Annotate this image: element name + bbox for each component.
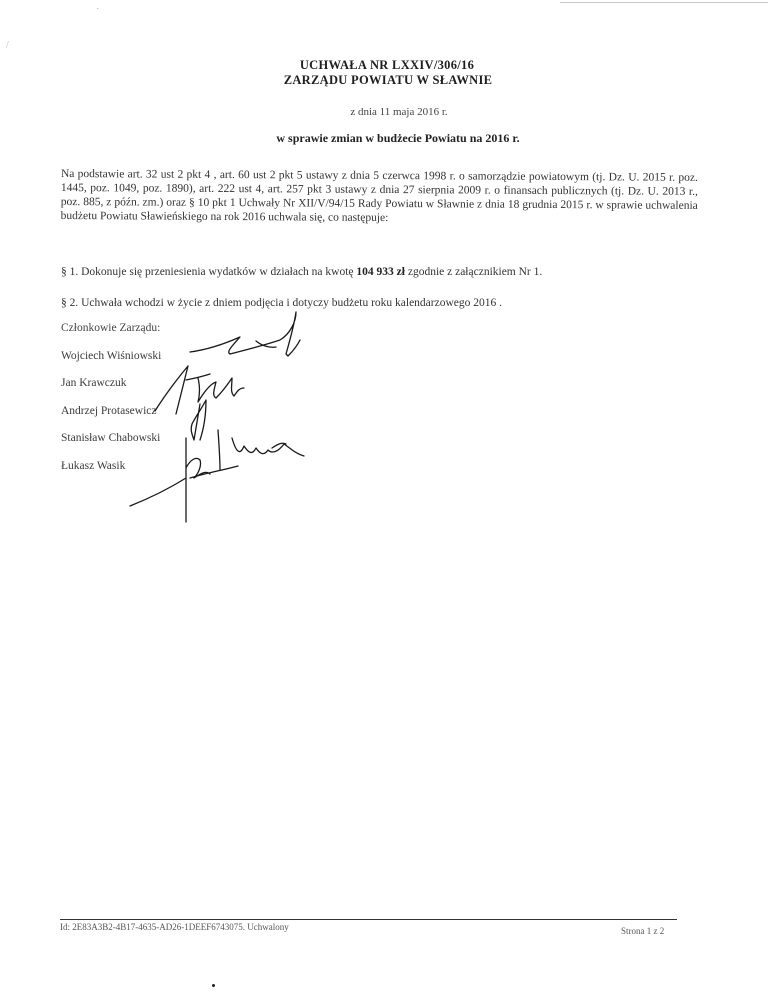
signature-krawczuk	[155, 366, 244, 414]
board-member-name: Stanisław Chabowski	[61, 432, 161, 444]
signature-protasewicz	[191, 400, 206, 440]
section-1	[61, 266, 542, 278]
scan-speck	[212, 984, 215, 987]
board-member-name: Jan Krawczuk	[61, 377, 127, 389]
document-subject: w sprawie zmian w budżecie Powiatu na 2016 r.	[276, 131, 520, 145]
section-2-text: Uchwała wchodzi w życie z dniem podjęcia i dotyczy budżetu roku kalendarzowego 2016 .	[81, 297, 502, 309]
section-1-text-end: zgodnie z załącznikiem Nr 1.	[407, 266, 543, 278]
board-member-name: Andrzej Protasewicz	[61, 405, 157, 417]
signature-chabowski	[218, 430, 304, 470]
page-number: Strona 1 z 2	[621, 926, 665, 936]
legal-basis-paragraph: Na podstawie art. 32 ust 2 pkt 4 , art. 60 ust 2 pkt 5 ustawy z dnia 5 czerwca 1998 r. o samorządzie powiatowym (tj. Dz. U. 2015 r. poz. 1445, poz. 1049, poz. 1890), art. 222 ust 4, art. 257 pkt 3 ustawy z dnia 27 sierpnia 2009 r. o finansach publicznych (tj. Dz. U. 2013 r., poz. 885, z późn. zm.) oraz § 10 pkt 1 Uchwały Nr XII/V/94/15 Rady Powiatu w Sławnie z dnia 18 grudnia 2015 r. w sprawie uchwalenia budżetu Powiatu Sławieńskiego na rok 2016 uchwala się, co następuje:	[60, 167, 698, 225]
footer-rule	[60, 919, 677, 920]
document-date: z dnia 11 maja 2016 r.	[350, 106, 448, 118]
title-line-2: ZARZĄDU POWIATU W SŁAWNIE	[283, 73, 493, 87]
section-1-amount: 104 933 zł	[356, 266, 405, 278]
document-id: Id: 2E83A3B2-4B17-4635-AD26-1DEEF6743075. Uchwalony	[60, 922, 289, 932]
signature-wisniowski-tick	[256, 341, 276, 347]
document-title	[0, 58, 768, 88]
scan-speck: /	[6, 40, 9, 51]
section-2	[61, 297, 502, 309]
scan-speck: ·	[96, 4, 100, 15]
section-1-text: Dokonuje się przeniesienia wydatków w działach na kwotę	[81, 266, 354, 278]
title-line-1: UCHWAŁA NR LXXIV/306/16	[299, 58, 475, 72]
board-member-name: Łukasz Wasik	[61, 460, 126, 472]
board-members-label: Członkowie Zarządu:	[61, 322, 161, 334]
section-2-prefix: § 2.	[61, 297, 79, 309]
scan-edge-line	[560, 2, 768, 3]
board-member-name: Wojciech Wiśniowski	[61, 350, 162, 362]
section-1-prefix: § 1.	[61, 266, 79, 278]
signature-wisniowski	[190, 312, 300, 356]
signature-wasik	[130, 438, 238, 522]
